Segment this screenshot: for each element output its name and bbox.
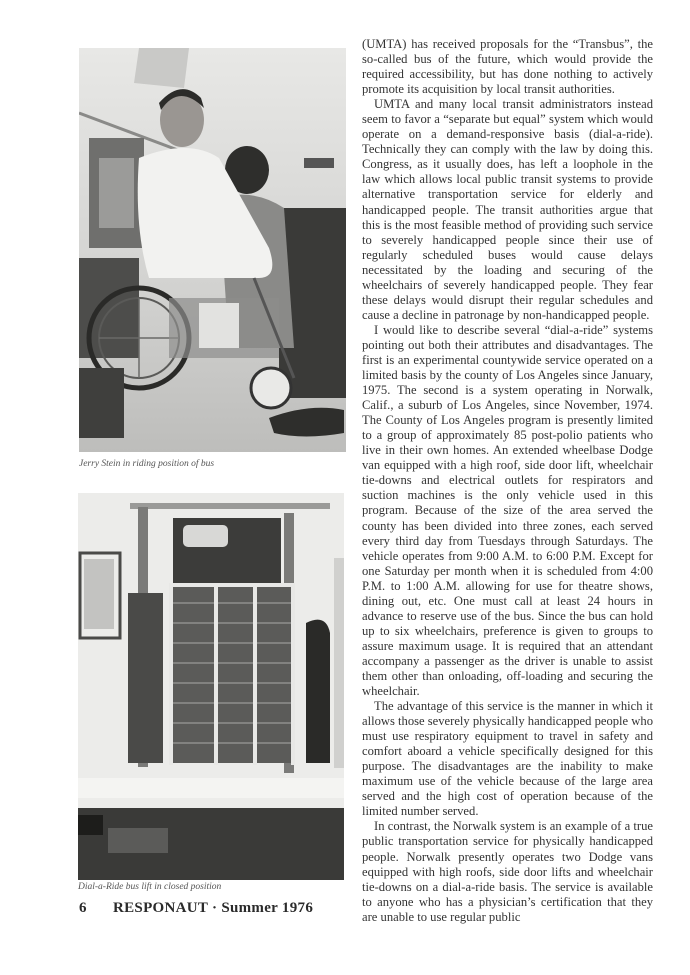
photo-caption: Dial-a-Ride bus lift in closed position — [78, 882, 222, 892]
article-paragraph: I would like to describe several “dial-a-ride” systems pointing out both their attributes and disadvantages. The first is an experimental countywide service operated on a limited basis by the county of Los Angeles since January, 1975. The second is a system operating in Norwalk, Calif., a suburb of Los Angeles, since November, 1974. The County of Los Angeles program is presently limited to a group of approximately 85 post-polio patients who live in their own homes. An extended wheelbase Dodge van equipped with a high roof, side door lift, wheelchair tie-downs and electrical outlets for respirators and suction machines is the only vehicle used in this program. Because of the size of the area served the county has been divided into three zones, each served every third day from Tuesdays through Saturdays. The vehicle operates from 9:00 A.M. to 6:00 P.M. Except for one Saturday per month when it is scheduled from 4:00 P.M. to 1:00 A.M. allowing for use for theatre shows, dining out, etc. One must call at least 24 hours in advance to reserve use of the bus. Since the bus can hold up to six wheelchairs, preference is given to groups to assure maximum usage. It is required that an attendant accompany a passenger as the driver is unable to assist them other than onloading, off-loading and securing the wheelchair. — [362, 322, 653, 699]
photo-jerry-stein-wheelchair — [79, 48, 346, 452]
article-paragraph: The advantage of this service is the manner in which it allows those severely physically handicapped people who must use respiratory equipment to travel in safety and comfort aboard a vehicle specifically designed for this purpose. The disadvantages are the inability to make maximum use of the vehicle because of the large area served and the high cost of operation because of the limited number served. — [362, 699, 653, 819]
page-number: 6 — [79, 900, 87, 916]
article-paragraph: UMTA and many local transit administrators instead seem to favor a “separate but equal” system which would operate on a demand-responsive basis (dial-a-ride). Technically they can comply with the law by doing this. Congress, as it usually does, has left a loophole in the law which allows local public transit systems to provide alternative transportation service for elderly and handicapped people. The transit authorities argue that this is the most feasible method of providing such service to severely handicapped people since their use of regularly scheduled buses would cause delays necessitated by the loading and securing of the wheelchairs of severely handicapped people. They fear these delays would disrupt their regular schedules and cause a decline in patronage by non-handicapped people. — [362, 97, 653, 322]
article-paragraph: In contrast, the Norwalk system is an example of a true public transportation service for physically handicapped people. Norwalk presently operates two Dodge vans equipped with high roofs, side door lifts and wheelchair tie-downs on a dial-a-ride basis. The service is available to anyone who has a physician’s certification that they are unable to use regular public — [362, 819, 653, 924]
photo-caption: Jerry Stein in riding position of bus — [79, 459, 215, 469]
wheelchair-photo-illustration — [79, 48, 346, 452]
bus-lift-photo-illustration — [78, 493, 344, 880]
photo-bus-lift — [78, 493, 344, 880]
article-paragraph: (UMTA) has received proposals for the “Transbus”, the so-called bus of the future, which would provide the required accessibility, but has done nothing to actively promote its acquisition by local transit authorities. — [362, 37, 653, 97]
page-footer — [79, 900, 313, 917]
article-column — [362, 37, 653, 925]
publication-title: RESPONAUT · Summer 1976 — [113, 900, 314, 916]
